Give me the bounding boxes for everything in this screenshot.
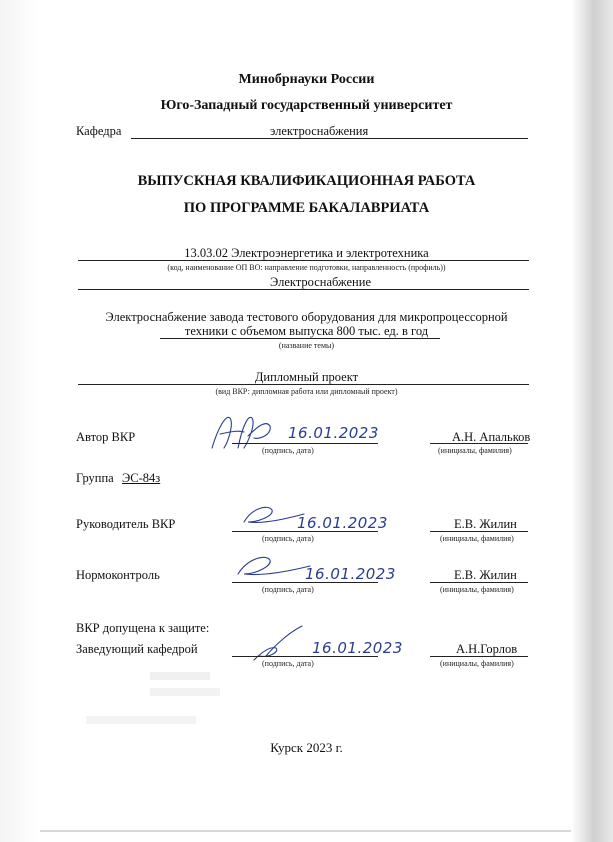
author-sign-date: 16.01.2023: [288, 424, 379, 442]
work-type-value: Дипломный проект: [254, 370, 359, 384]
program-profile: Электроснабжение: [270, 275, 371, 289]
page-left-edge: [0, 0, 38, 842]
department-value: электроснабжения: [270, 124, 369, 138]
group-value: ЭС-84з: [122, 471, 161, 485]
head-signature: [250, 622, 306, 664]
university-heading: Юго-Западный государственный университет: [160, 98, 453, 113]
topic-line2: техники с объемом выпуска 800 тыс. ед. в год: [184, 324, 429, 338]
show-through-mark: [150, 688, 220, 696]
normcontrol-name: Е.В. Жилин: [454, 568, 517, 582]
head-name-caption: (инициалы, фамилия): [440, 659, 514, 668]
document-title-line1: ВЫПУСКНАЯ КВАЛИФИКАЦИОННАЯ РАБОТА: [137, 173, 476, 189]
author-name: А.Н. Апальков: [452, 430, 531, 444]
normcontrol-sign-date: 16.01.2023: [305, 565, 396, 583]
city-year: Курск 2023 г.: [270, 740, 343, 755]
head-of-department-label: Заведующий кафедрой: [76, 642, 198, 656]
head-name: А.Н.Горлов: [456, 642, 518, 656]
author-sign-line: [232, 443, 378, 444]
show-through-mark: [150, 672, 210, 680]
group-label: Группа: [76, 471, 114, 485]
show-through-mark: [86, 716, 196, 724]
topic-line1: Электроснабжение завода тестового оборудования для микропроцессорной: [105, 310, 508, 324]
document-title-line2: ПО ПРОГРАММЕ БАКАЛАВРИАТА: [183, 200, 430, 216]
page-bottom-edge: [40, 830, 571, 832]
supervisor-name: Е.В. Жилин: [454, 517, 517, 531]
author-sign-caption: (подпись, дата): [262, 446, 314, 455]
normcontrol-label: Нормоконтроль: [76, 568, 160, 582]
author-name-caption: (инициалы, фамилия): [438, 446, 512, 455]
supervisor-label: Руководитель ВКР: [76, 517, 176, 531]
author-label: Автор ВКР: [76, 430, 136, 444]
page-right-edge: [571, 0, 613, 842]
normcontrol-signature: [232, 550, 312, 584]
supervisor-sign-caption: (подпись, дата): [262, 534, 314, 543]
normcontrol-sign-caption: (подпись, дата): [262, 585, 314, 594]
normcontrol-name-caption: (инициалы, фамилия): [440, 585, 514, 594]
admitted-to-defense: ВКР допущена к защите:: [76, 621, 210, 635]
department-label: Кафедра: [76, 124, 122, 138]
topic-caption: (название темы): [278, 341, 335, 350]
supervisor-sign-date: 16.01.2023: [297, 514, 388, 532]
supervisor-name-caption: (инициалы, фамилия): [440, 534, 514, 543]
program-code-name: 13.03.02 Электроэнергетика и электротехника: [184, 246, 429, 260]
head-sign-caption: (подпись, дата): [262, 659, 314, 668]
work-type-caption: (вид ВКР: дипломная работа или дипломный проект): [215, 387, 398, 396]
program-caption: (код, наименование ОП ВО: направление подготовки, направленность (профиль)): [167, 263, 446, 272]
head-sign-date: 16.01.2023: [312, 639, 403, 657]
ministry-heading: Минобрнауки России: [238, 72, 375, 87]
